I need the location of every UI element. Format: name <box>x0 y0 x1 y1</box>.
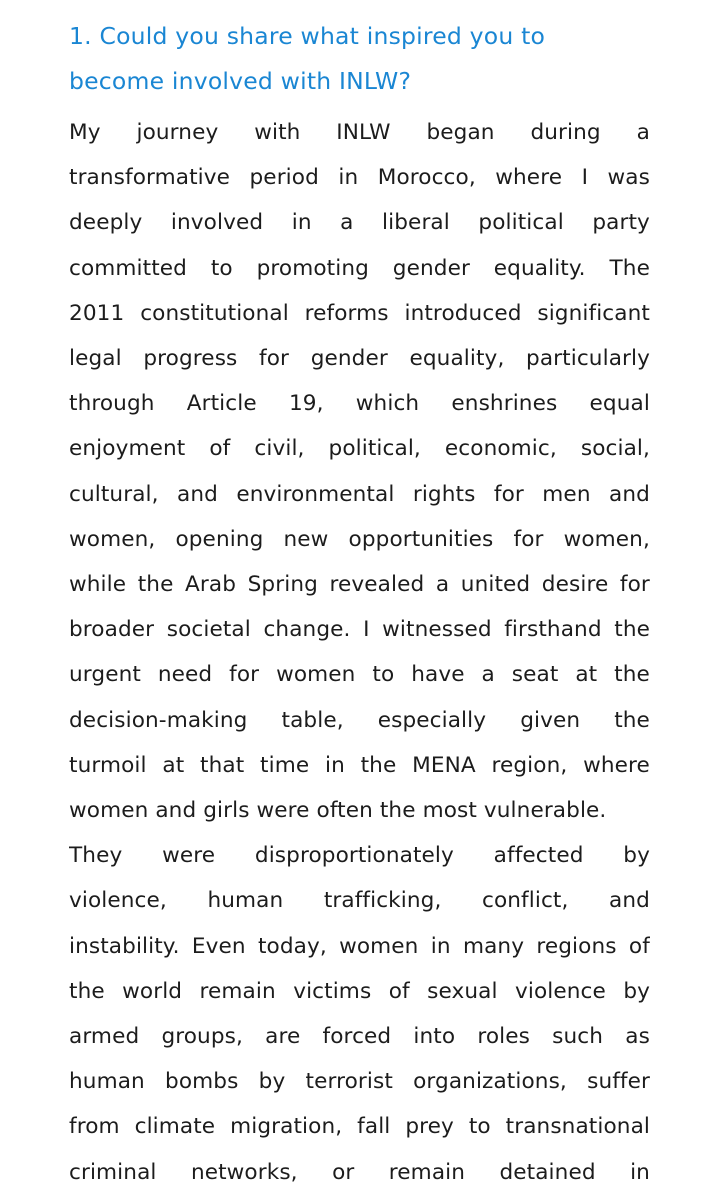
paragraph-line: while the Arab Spring revealed a united desire for <box>69 572 650 598</box>
paragraph-line: armed groups, are forced into roles such as <box>69 1024 650 1050</box>
paragraph-line: They were disproportionately affected by <box>69 843 650 869</box>
paragraph-line: committed to promoting gender equality. The <box>69 255 650 281</box>
paragraph-line: instability. Even today, women in many regions of <box>69 933 650 959</box>
paragraph-line: criminal networks, or remain detained in <box>69 1159 650 1185</box>
paragraph-line: through Article 19, which enshrines equal <box>69 391 650 417</box>
paragraph-line: women and girls were often the most vulnerable. <box>69 798 607 824</box>
paragraph-line: deeply involved in a liberal political party <box>69 210 650 236</box>
question-heading-line-2: become involved with INLW? <box>69 67 412 95</box>
paragraph-line: legal progress for gender equality, particularly <box>69 346 650 372</box>
paragraph-line: violence, human trafficking, conflict, and <box>69 888 650 914</box>
paragraph-line: cultural, and environmental rights for men and <box>69 481 650 507</box>
paragraph-line: the world remain victims of sexual violence by <box>69 978 650 1004</box>
paragraph-line: enjoyment of civil, political, economic, social, <box>69 436 650 462</box>
paragraph-line: human bombs by terrorist organizations, suffer <box>69 1069 650 1095</box>
paragraph-line: decision-making table, especially given the <box>69 707 650 733</box>
question-heading-line-1: 1. Could you share what inspired you to <box>69 22 546 50</box>
paragraph-line: turmoil at that time in the MENA region, where <box>69 752 650 778</box>
answer-paragraph-2 <box>69 833 650 1195</box>
question-heading <box>69 14 650 104</box>
article-content <box>69 14 650 1195</box>
paragraph-line: urgent need for women to have a seat at the <box>69 662 650 688</box>
paragraph-line: from climate migration, fall prey to transnational <box>69 1114 650 1140</box>
paragraph-line: transformative period in Morocco, where I was <box>69 165 650 191</box>
paragraph-line: women, opening new opportunities for women, <box>69 526 650 552</box>
paragraph-line: 2011 constitutional reforms introduced significant <box>69 300 650 326</box>
paragraph-line: My journey with INLW began during a <box>69 120 650 145</box>
answer-paragraph-1 <box>69 110 650 833</box>
paragraph-line: broader societal change. I witnessed firsthand the <box>69 617 650 643</box>
